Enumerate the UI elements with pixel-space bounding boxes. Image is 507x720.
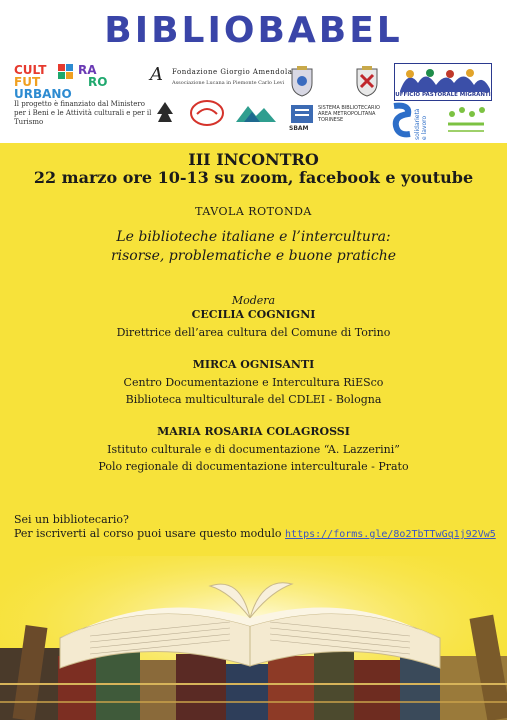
municipal-crest-icon [289, 65, 315, 97]
sbam-name: SISTEMA BIBLIOTECARIO AREA METROPOLITANA TORINESE [318, 105, 380, 123]
tree-icon [152, 98, 178, 126]
speaker-2-role-2: Biblioteca multiculturale del CDLEI - Bologna [125, 393, 382, 406]
cfu-caption: Il progetto è finanziato dal Ministero per i Beni e le Attività culturali e per il Turismo [14, 100, 152, 126]
amendola-mark: A [150, 64, 163, 85]
speaker-1-role-1: Direttrice dell’area cultura del Comune di Torino [116, 326, 391, 339]
tavola-rotonda-label: TAVOLA ROTONDA [195, 205, 312, 218]
cfu-line-2: FUT [14, 75, 41, 89]
migranti-caption: UFFICIO PASTORALE MIGRANTI [395, 92, 491, 98]
signup-line [14, 527, 496, 540]
speaker-3-role-2: Polo regionale di documentazione interculturale - Prato [98, 460, 409, 473]
solidarieta-logo [388, 102, 414, 142]
cultura-futuro-urbano-logo [14, 63, 124, 101]
signup-prefix: Per iscriverti al corso puoi usare questo modulo [14, 527, 282, 540]
ufficio-migranti-logo [394, 63, 492, 101]
cfu-line-5: RO [88, 75, 108, 89]
migranti-figures-icon [396, 65, 492, 93]
speaker-2-name: MIRCA OGNISANTI [192, 358, 315, 371]
regional-crest-icon [354, 65, 380, 97]
brand-title: BIBLIOBABEL [104, 10, 403, 51]
event-schedule: 22 marzo ore 10-13 su zoom, facebook e youtube [33, 168, 474, 187]
sbam-icon [289, 103, 315, 125]
speaker-3-role-1: Istituto culturale e di documentazione “A. Lazzerini” [107, 443, 400, 456]
solidarieta-text: solidarietà e lavoro [414, 108, 428, 140]
event-title-line-2: risorse, problematiche e buone pratiche [110, 248, 397, 264]
cfu-line-4: RA [78, 63, 97, 77]
amendola-sub: Associazione Lucana in Piemonte Carlo Levi [172, 80, 285, 86]
cfu-squares-icon [58, 64, 74, 80]
retebabel-logo [442, 104, 490, 138]
sbam-acronym: SBAM [289, 125, 309, 132]
signup-question: Sei un bibliotecario? [14, 513, 129, 526]
red-stamp-logo [189, 98, 225, 128]
amendola-name: Fondazione Giorgio Amendola [172, 68, 293, 76]
cfu-line-3: URBANO [14, 87, 72, 101]
modera-label: Modera [231, 294, 276, 307]
speaker-2-role-1: Centro Documentazione e Intercultura RiESco [123, 376, 384, 389]
cfu-line-1: CULT [14, 63, 47, 77]
event-number: III INCONTRO [188, 150, 319, 169]
event-title-line-1: Le biblioteche italiane e l’intercultura: [116, 229, 391, 245]
signup-form-link[interactable]: https://forms.gle/8o2TbTTwGq1j92Vw5 [285, 529, 496, 540]
speaker-3-name: MARIA ROSARIA COLAGROSSI [157, 425, 350, 438]
speaker-1-name: CECILIA COGNIGNI [191, 308, 316, 321]
open-book-illustration [0, 556, 507, 720]
mountains-logo [234, 100, 278, 126]
